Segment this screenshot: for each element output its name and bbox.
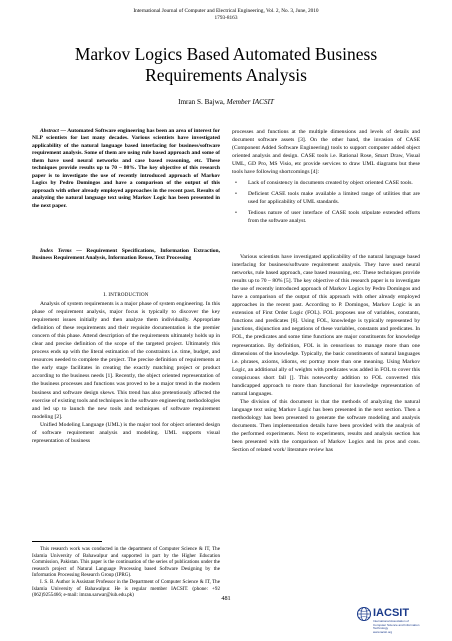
list-item: • Lack of consistency in documents created by object oriented CASE tools. — [235, 180, 413, 187]
index-terms-label: Index Terms — [40, 248, 72, 254]
list-item: • Tedious nature of user interface of CASE tools stipulate extended efforts from the software analyst. — [235, 210, 420, 225]
title-line-1: Markov Logics Based Automated Business — [74, 44, 378, 64]
right-paragraph-3: The division of this document is that the methods of analyzing the natural language text using Markov Logic has been presented in the next section. Then a methodology has been presented to generate the software modeling and analysis documents. Then implementation details have been provided with the analysis of the performed experiments. Next to experiments, results and analysis section has been presented with the comparison of Markov Logics and its pros and cons. Section of related work/ literature review has — [232, 398, 420, 454]
intro-paragraph-1: Analysis of system requirements is a major phase of system engineering. In this phase of requirement analysis, major focus is typically to discover the key requirement issues initially and then analyze them individually. Appropriate definition of these requirements and their requisite documentation is the premier concern of this phase. Attend description of the requirements ultimately holds up in clear and precise definition of the scope of the targeted project. Ultimately this process ends up with the literal estimation of the constraints i.e. time, budget, and resources needed to complete the project. The precise definition of requirements at the early stage facilitates in creating the exactly matching project or product according to the business needs [1]. Recently, the object oriented representation of the business processes and functions was proved to be a major trend in the modern business and software design skews. This trend has also pretentiously affected the exercise of existing tools and techniques in the software engineering methodologies and led up to launch the new tools and techniques of software requirement modeling [2]. — [32, 301, 220, 420]
intro-paragraph-2: Unified Modeling Language (UML) is the major tool for object oriented design of software requirement analysis and modeling. UML supports visual representation of business — [32, 421, 220, 444]
author-role: Member IACSIT — [226, 98, 274, 106]
journal-issn: 1793-8163 — [214, 14, 238, 21]
footnote-divider — [32, 541, 102, 542]
index-terms-text: — Requirement Specifications, Information Extraction, Business Requirement Analysis, Information Reuse, Text Processing — [32, 248, 220, 262]
paper-title — [40, 44, 412, 86]
iacsit-logo — [356, 604, 428, 636]
right-paragraph-1: processes and functions at the multiple dimensions and levels of details and document software assets [3]. On the other hand, the invasion of CASE (Component Added Software Engineering) tools to support computer added object oriented analysis and design. CASE tools i.e. Rational Rose, Smart Draw, Visual UML, GD Pro, MS Visio, etc provide services to draw UML diagrams but these tools have following shortcomings [4]: — [232, 129, 420, 176]
footnote-paragraph-2: I. S. B. Author is Assistant Professor in the Department of Computer Science & IT, The Islamia University of Bahawalpur. He is regular member IACSIT. (phone: +92 (062)9255466; e-mail: imran.sarwar@iub.edu.pk) — [32, 578, 220, 599]
section-title: INTRODUCTION — [108, 293, 149, 298]
section-heading — [32, 291, 220, 300]
title-line-2: Requirements Analysis — [145, 65, 307, 85]
introduction-body — [32, 300, 220, 445]
bullet-icon: • — [235, 191, 237, 198]
bullet-icon: • — [235, 180, 237, 187]
journal-name: International Journal of Computer and Electrical Engineering, Vol. 2, No. 3, June, 2010 — [133, 8, 319, 14]
author-name: Imran S. Bajwa, — [178, 98, 227, 106]
list-item: • Deficient CASE tools make available a limited range of utilities that are used for applicability of UML standards. — [235, 191, 420, 206]
footnote — [32, 546, 220, 599]
section-number: I. — [103, 292, 109, 298]
index-terms — [32, 248, 220, 263]
right-column-top — [232, 128, 420, 229]
right-paragraph-2: Various scientists have investigated applicability of the natural language based interfacing for business/software requirement analysis. They have used neural networks, rule based approach, case based reasoning, etc. These techniques provide results up to 70 – 80% [5]. The key objective of this research paper is to investigate the use of recently introduced approach of Markov Logics by Pedro Domingos and have a comparison of the output of this approach with other already employed approaches in the recent past. According to P. Domingos, Markov Logic is an extension of First Order Logic (FOL). FOL proposes use of variables, constants, functions and predicates [6]. Using FOL, knowledge is typically represented by junctions, disjunction and negations of these variables, constants and predicates. In FOL, the predicates and some time functions are major constituents for knowledge representation. By definition, FOL is in censorious to manage more than one dimensions of the knowledge. Typically, the basic constituents of natural languages i.e. phrases, axioms, idioms, etc portray more than one meaning. Using Markov Logic, an additional ally of weights with predicates was added in FOL to cover this conspicuous short fall []. This noteworthy addition to FOL converted this handicapped approach to more than functional for knowledge representation of natural languages. — [232, 254, 420, 397]
abstract-text: — Automated Software engineering has been an area of interest for NLP scientists for last many decades. Various scientists have investigated applicability of the natural language based interfacing for business/software requirement analysis. Some of them are using rule based approach and some of them have used neural networks and case based reasoning, etc. These techniques provide results up to 70 – 80%. The key objective of this research paper is to investigate the use of recently introduced approach of Markov Logics by Pedro Domingos and have a comparison of the output of this approach with other already employed approaches in the recent past. Results of analyzing the natural language text using Markov Logic has been presented in the next paper. — [32, 128, 220, 209]
journal-header — [0, 8, 452, 21]
shortcomings-list — [232, 179, 420, 225]
author-line — [0, 98, 452, 106]
page-number: 481 — [221, 595, 231, 602]
logo-wordmark: IACSIT — [373, 607, 410, 619]
abstract — [32, 128, 220, 210]
bullet-icon: • — [235, 210, 237, 217]
logo-subtitle: International Association of Computer Science and Information Technology www.iacsit.org — [373, 619, 420, 634]
abstract-label: Abstract — [40, 128, 59, 134]
footnote-paragraph-1: This research work was conducted in the department of Computer Science & IT, The Islamia University of Bahawalpur and supported in part by the Higher Education Commission, Pakistan. This paper is the continuation of the series of publications under the research project of Natural Language Processing based Software Designing by the Information Processing Research Group (IPRG). — [32, 546, 220, 579]
right-column-bottom — [232, 253, 420, 454]
